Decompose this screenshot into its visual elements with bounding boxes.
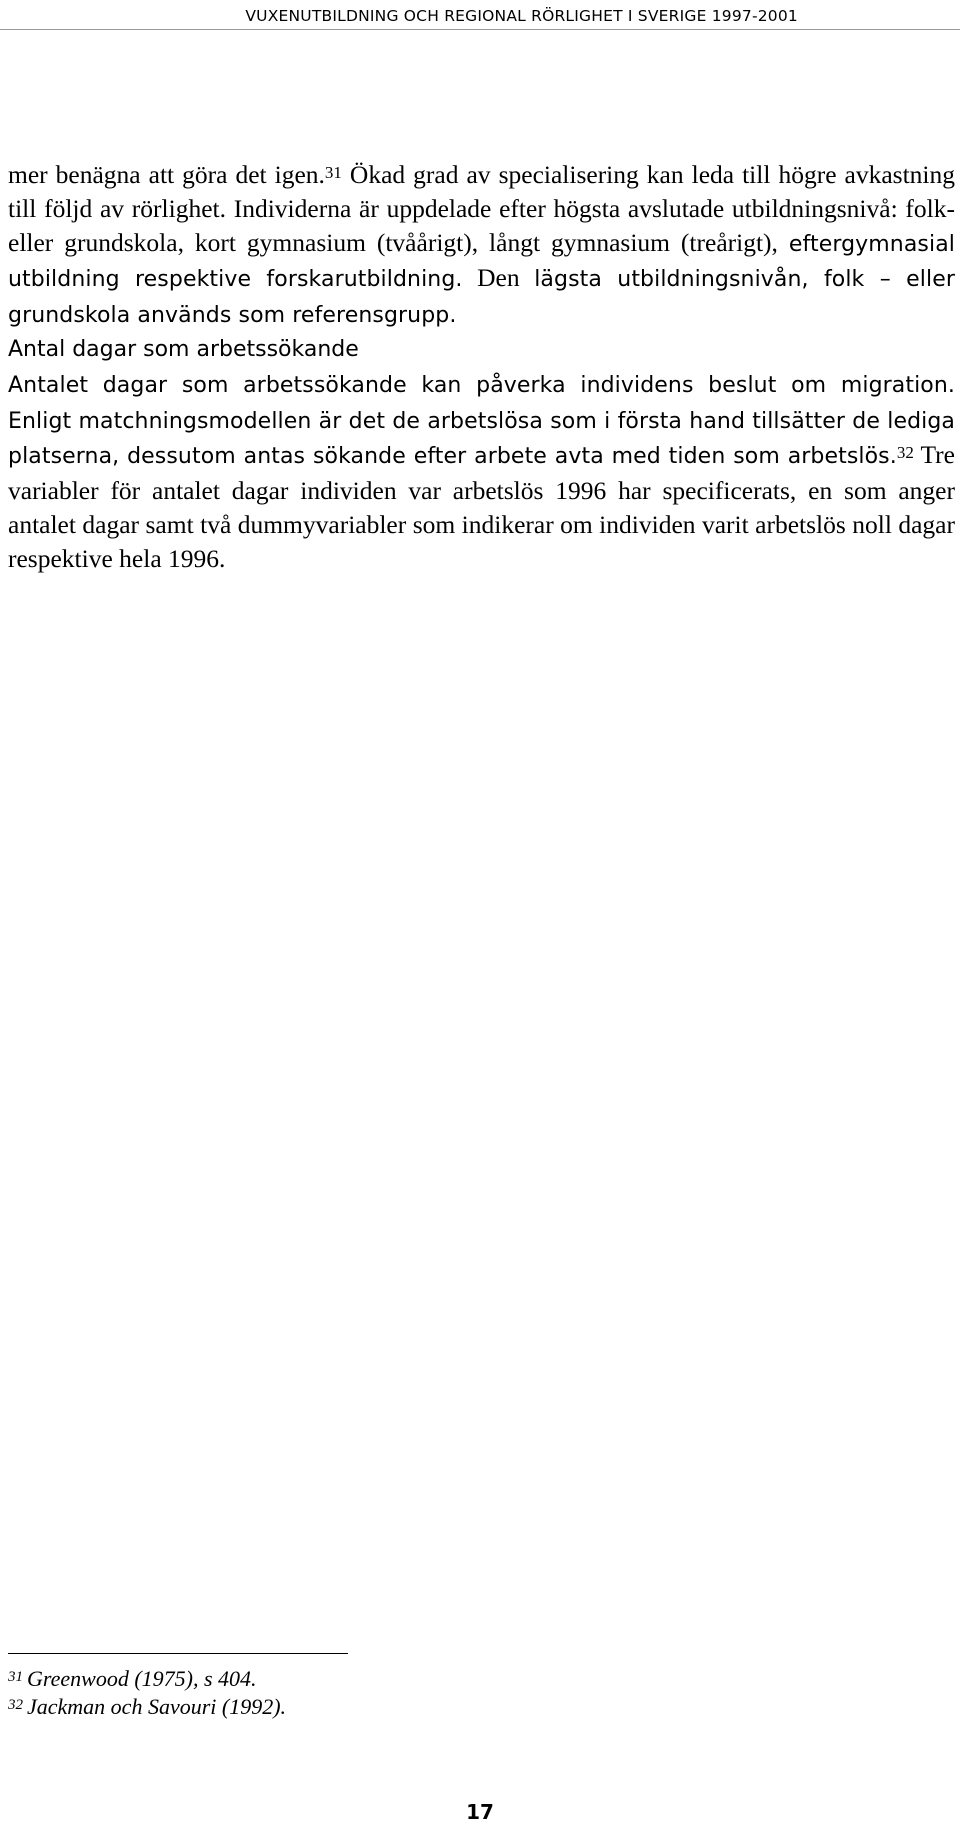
paragraph-text: Antalet dagar som arbetssökande kan påverka individens beslut om migration. Enligt matchningsmodellen är det de arbetslösa som i första hand tillsätter de lediga platserna, dessutom antas sökande efter arbete avta med tiden som arbetslös.: [8, 372, 955, 470]
footnote-31: [8, 1665, 708, 1693]
paragraph-text: Tre variabler för antalet dagar individen var arbetslös 1996 har specificerats, en som anger antalet dagar samt två dummyvariabler som indikerar om individen varit arbetslös noll dagar respektive hela 1996.: [8, 440, 955, 573]
paragraph-text: eftergymnasial utbildning respektive forskarutbildning.: [8, 231, 955, 293]
paragraph-specialisering: [8, 158, 955, 333]
footnote-text: Greenwood (1975), s 404.: [27, 1666, 257, 1691]
page-number: 17: [466, 1800, 494, 1824]
body-text: [8, 158, 955, 576]
footnote-number: 31: [8, 1668, 23, 1685]
paragraph-text: mer benägna att göra det igen.: [8, 160, 325, 189]
running-header: VUXENUTBILDNING OCH REGIONAL RÖRLIGHET I SVERIGE 1997-2001: [0, 6, 960, 30]
footnote-32: [8, 1693, 708, 1721]
footnote-number: 32: [8, 1696, 23, 1713]
footnote-separator: [8, 1653, 348, 1654]
footnote-ref-31[interactable]: 31: [324, 162, 342, 182]
paragraph-text: Den: [462, 263, 535, 293]
footnote-text: Jackman och Savouri (1992).: [27, 1694, 287, 1719]
paragraph-text: lägsta utbildningsnivån, folk – eller grundskola används som referensgrupp.: [8, 267, 955, 329]
footnote-ref-32[interactable]: 32: [896, 443, 914, 463]
paragraph-text: Ökad grad av specialisering kan leda till högre avkastning till följd av rörlighet. Individerna är uppdelade efter högsta avslutade utbildningsnivå: folk- eller grundskola, kort gymnasium (tvåårigt), långt gymnasium (treårigt),: [8, 160, 956, 257]
section-heading: Antal dagar som arbetssökande: [8, 336, 359, 362]
paragraph-arbetssokande: [8, 367, 955, 576]
footnotes: [8, 1665, 708, 1721]
